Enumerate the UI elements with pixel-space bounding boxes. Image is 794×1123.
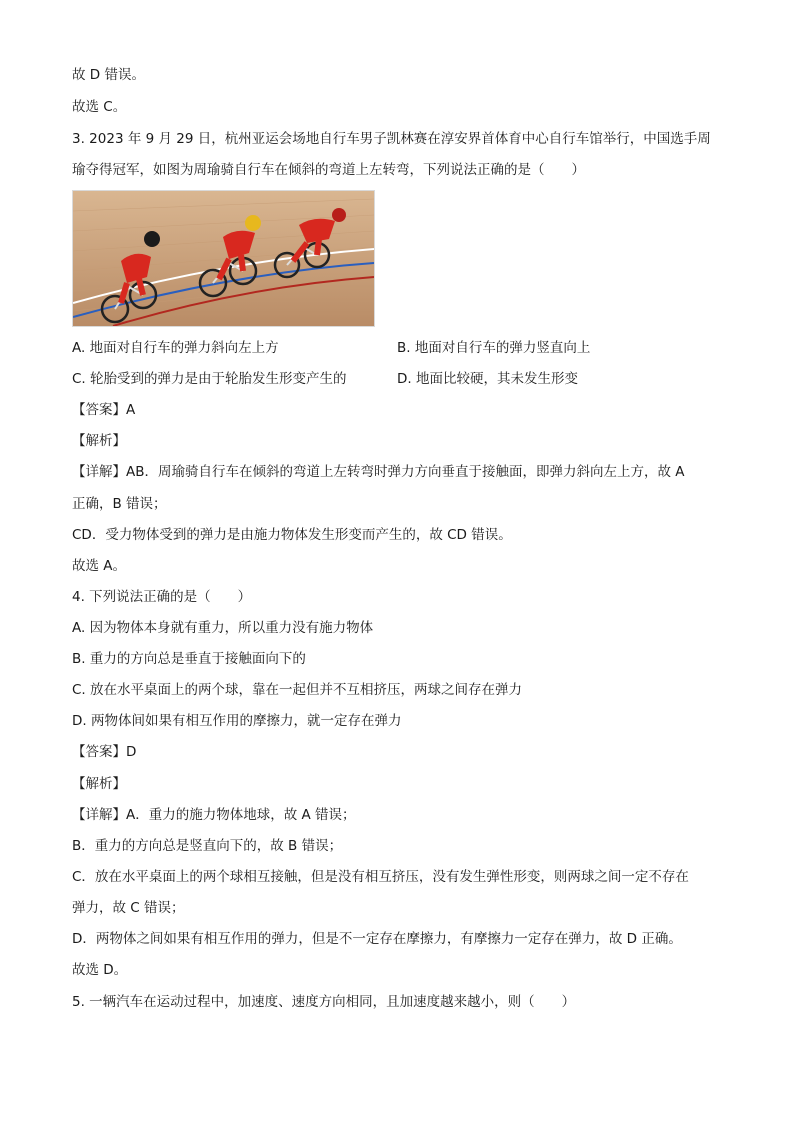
q3-detail: 【详解】AB．周瑜骑自行车在倾斜的弯道上左转弯时弹力方向垂直于接触面，即弹力斜向左上方，故 A [72,464,685,480]
question-5-stem: 5. 一辆汽车在运动过程中，加速度、速度方向相同，且加速度越来越小，则（ ） [72,994,576,1010]
q4-detail: C．放在水平桌面上的两个球相互接触，但是没有相互挤压，没有发生弹性形变，则两球之间一定不存在 [72,869,689,885]
q4-option-c: C. 放在水平桌面上的两个球，靠在一起但并不互相挤压，两球之间存在弹力 [72,682,523,698]
cyclists-illustration [73,191,374,326]
q3-choose: 故选 A。 [72,558,127,574]
q4-analysis-heading: 【解析】 [72,776,126,792]
q4-option-b: B. 重力的方向总是垂直于接触面向下的 [72,651,306,667]
q4-detail: 【详解】A．重力的施力物体地球，故 A 错误； [72,807,356,823]
q4-detail: B．重力的方向总是竖直向下的，故 B 错误； [72,838,343,854]
q4-option-a: A. 因为物体本身就有重力，所以重力没有施力物体 [72,620,374,636]
text-line: 故 D 错误。 [72,67,145,83]
q3-option-c: C. 轮胎受到的弹力是由于轮胎发生形变产生的 [72,371,347,387]
question-3-stem-cont: 瑜夺得冠军，如图为周瑜骑自行车在倾斜的弯道上左转弯，下列说法正确的是（ ） [72,162,585,178]
text-line: 故选 C。 [72,99,127,115]
question-4-stem: 4. 下列说法正确的是（ ） [72,589,252,605]
question-3-stem: 3. 2023 年 9 月 29 日，杭州亚运会场地自行车男子凯林赛在淳安界首体育中心自行车馆举行，中国选手周 [72,131,711,147]
q4-choose: 故选 D。 [72,962,128,978]
q3-option-a: A. 地面对自行车的弹力斜向左上方 [72,340,279,356]
q4-detail: D．两物体之间如果有相互作用的弹力，但是不一定存在摩擦力，有摩擦力一定存在弹力，故 D 正确。 [72,931,682,947]
q3-option-d: D. 地面比较硬，其未发生形变 [397,371,578,387]
q3-analysis-heading: 【解析】 [72,433,126,449]
q4-detail: 弹力，故 C 错误； [72,900,185,916]
q3-option-b: B. 地面对自行车的弹力竖直向上 [397,340,591,356]
q3-detail: CD．受力物体受到的弹力是由施力物体发生形变而产生的，故 CD 错误。 [72,527,512,543]
q3-answer: 【答案】A [72,402,136,418]
q4-option-d: D. 两物体间如果有相互作用的摩擦力，就一定存在弹力 [72,713,402,729]
q4-answer: 【答案】D [72,744,137,760]
q3-detail: 正确，B 错误； [72,496,167,512]
track-cycling-photo [72,190,375,327]
